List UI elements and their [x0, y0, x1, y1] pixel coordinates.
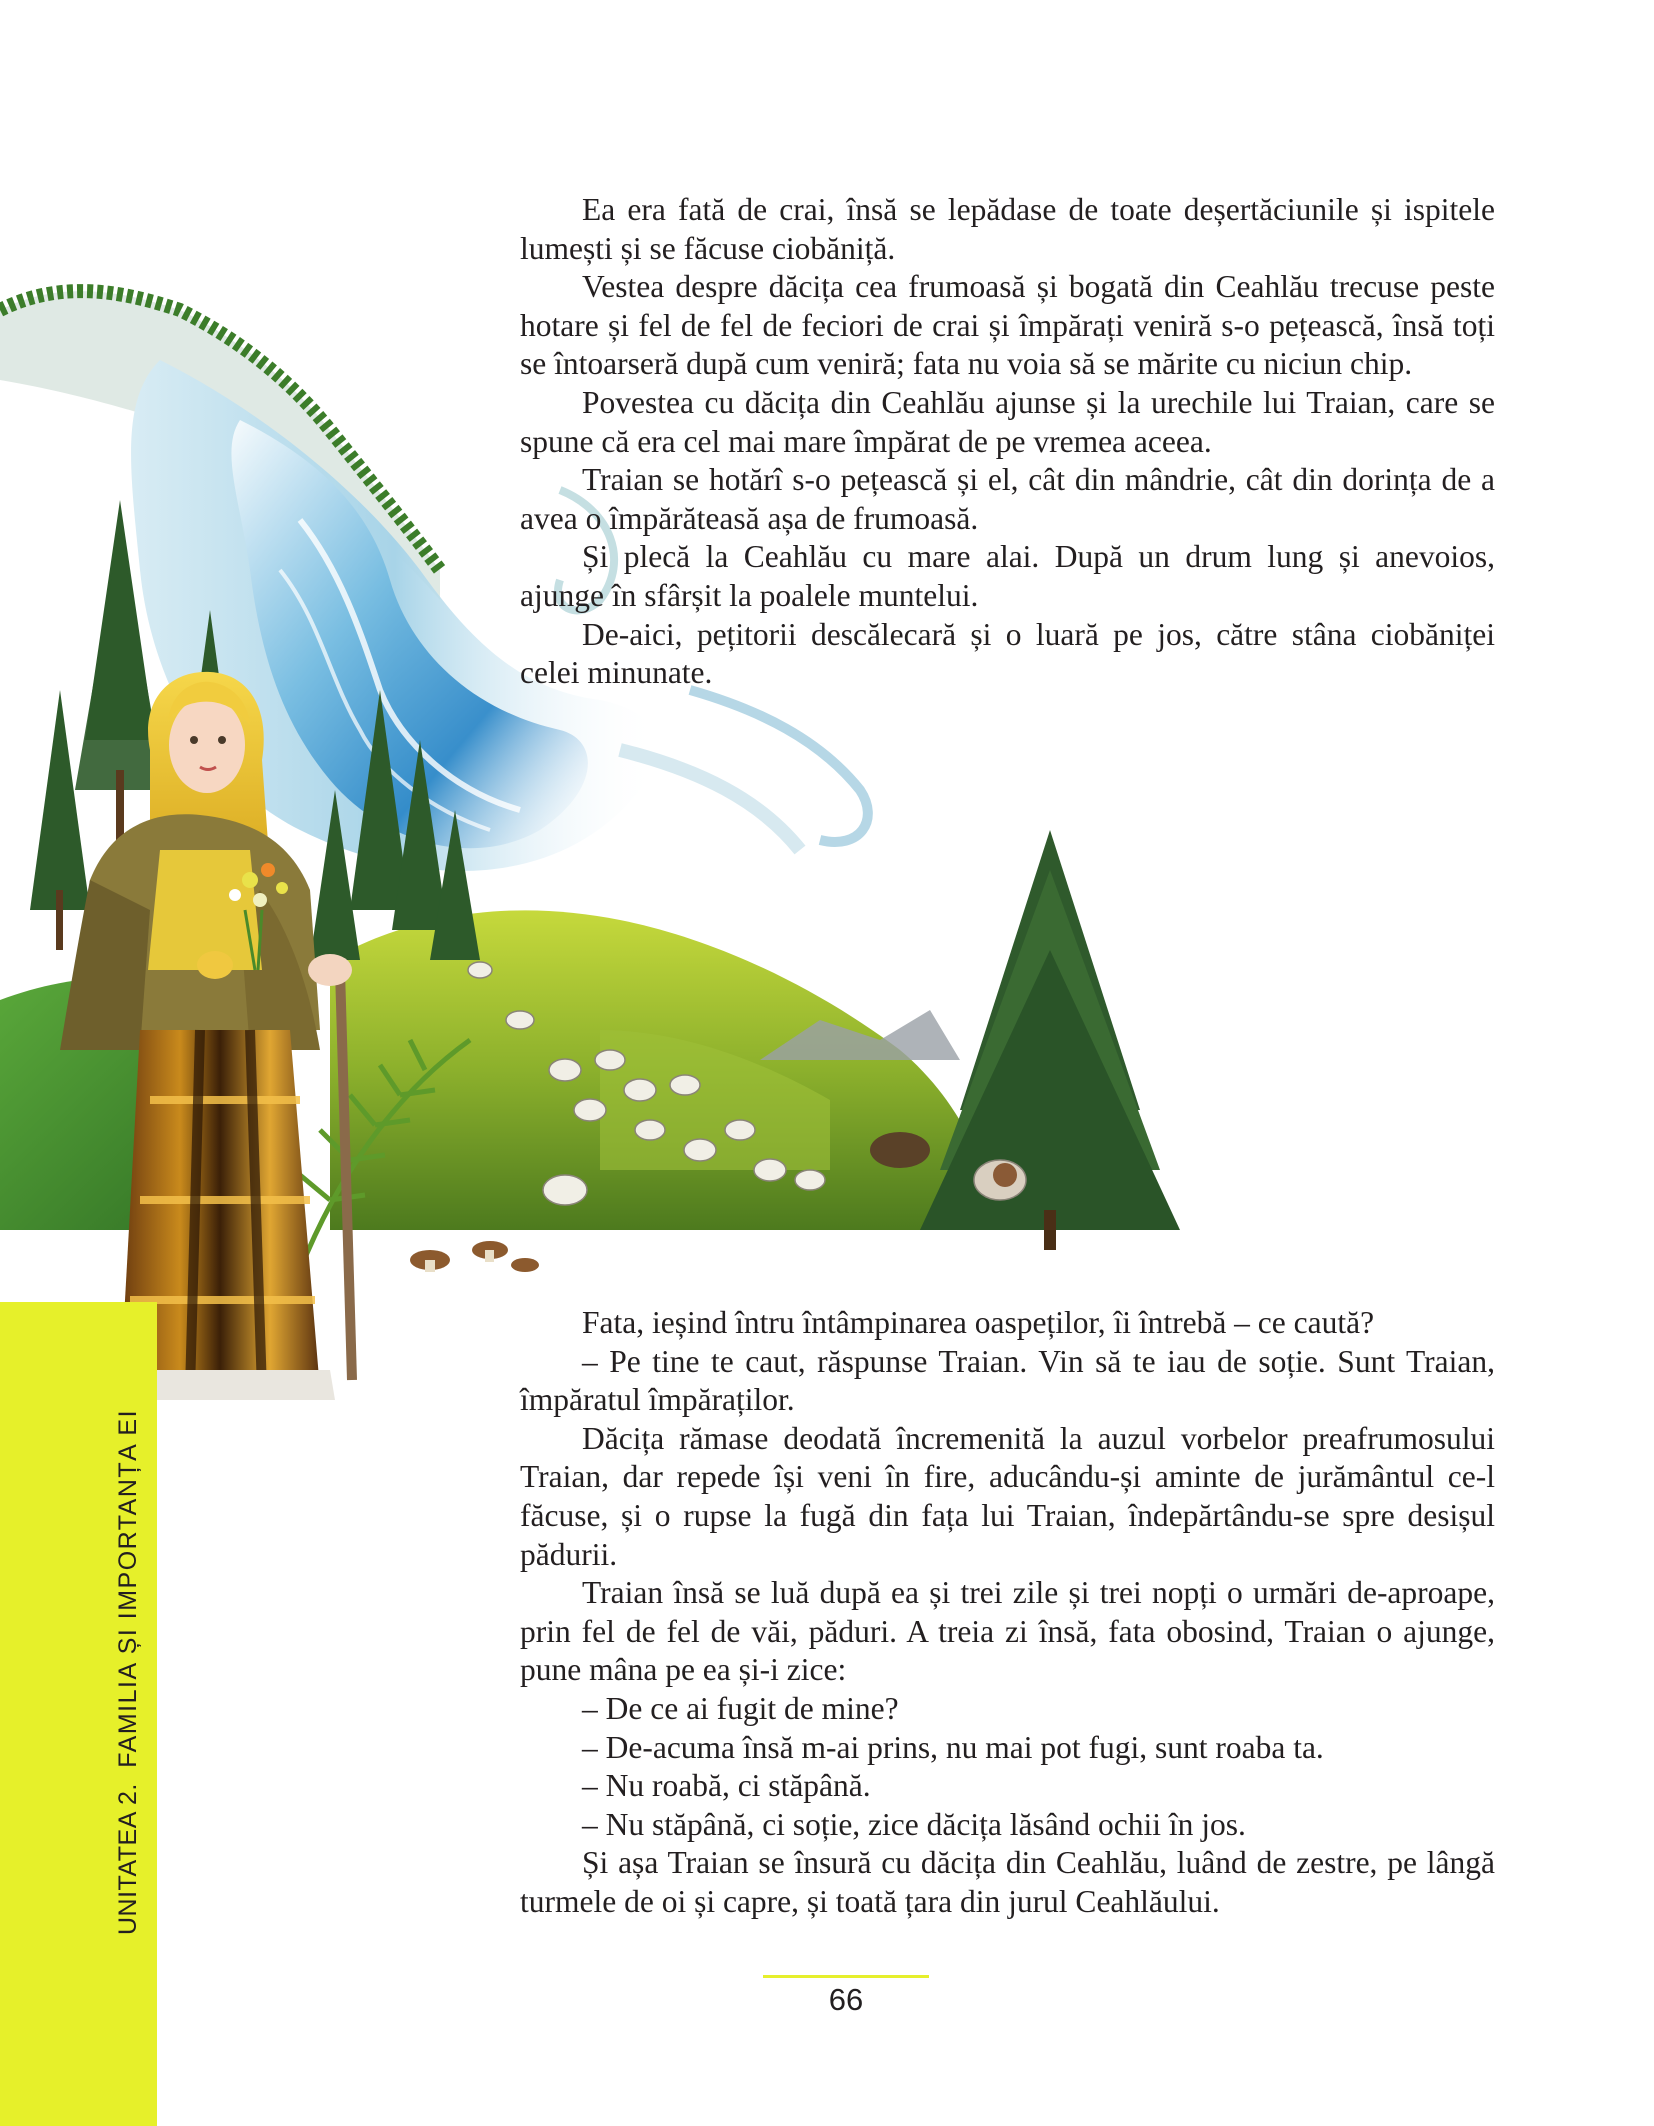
- paragraph: Traian se hotărî s-o pețească și el, cât din mândrie, cât din dorința de a avea o împărăteasă așa de frumoasă.: [520, 462, 1495, 536]
- dialogue-line: – Nu roabă, ci stăpână.: [582, 1768, 871, 1804]
- dialogue-line: – De ce ai fugit de mine?: [582, 1690, 899, 1726]
- story-text-top: [520, 191, 1495, 693]
- page-number: 66: [828, 1982, 864, 2017]
- paragraph: Și plecă la Ceahlău cu mare alai. După un drum lung și anevoios, ajunge în sfârșit la poalele muntelui.: [520, 539, 1495, 613]
- paragraph: Și așa Traian se însură cu dăcița din Ceahlău, luând de zestre, pe lângă turmele de oi și capre, și toată țara din jurul Ceahlăului.: [520, 1845, 1495, 1919]
- page-number-rule: [763, 1975, 929, 1978]
- dialogue-line: – De-acuma însă m-ai prins, nu mai pot fugi, sunt roaba ta.: [582, 1729, 1324, 1765]
- paragraph: Traian însă se luă după ea și trei zile și trei nopți o urmări de-aproape, prin fel de fel de văi, păduri. A treia zi însă, fata obosind, Traian o ajunge, pune mâna pe ea și-i zice:: [520, 1575, 1495, 1688]
- story-text-bottom: [520, 1304, 1495, 1922]
- paragraph: Dăcița rămase deodată încremenită la auzul vorbelor preafrumosului Traian, dar repede își veni în fire, aducându-și aminte de jurământul ce-l făcuse, și o rupse la fugă din fața lui Traian, îndepărtându-se spre desișul pădurii.: [520, 1420, 1495, 1572]
- paragraph: Vestea despre dăcița cea frumoasă și bogată din Ceahlău trecuse peste hotare și fel de fel de feciori de crai și împărați veniră s-o pețească, însă toți se întoarseră după cum veniră; fata nu voia să se mărite cu niciun chip.: [520, 269, 1495, 382]
- paragraph: Povestea cu dăcița din Ceahlău ajunse și la urechile lui Traian, care se spune că era cel mai mare împărat de pe vremea aceea.: [520, 384, 1495, 459]
- paragraph: Fata, ieșind întru întâmpinarea oaspeților, îi întrebă – ce caută?: [582, 1305, 1375, 1340]
- paragraph: Ea era fată de crai, însă se lepădase de toate deșertăciunile și ispitele lumești și se făcuse ciobăniță.: [520, 192, 1495, 266]
- unit-number: UNITATEA 2.: [114, 1783, 142, 1935]
- paragraph: De-aici, pețitorii descălecară și o luară pe jos, către stâna ciobăniței celei minunate.: [520, 616, 1495, 691]
- unit-title: FAMILIA ȘI IMPORTANȚA EI: [114, 1408, 142, 1768]
- dialogue-line: – Nu stăpână, ci soție, zice dăcița lăsând ochii în jos.: [582, 1806, 1246, 1842]
- unit-sidebar-label: [114, 1409, 143, 1935]
- paragraph: – Pe tine te caut, răspunse Traian. Vin să te iau de soție. Sunt Traian, împăratul împăraților.: [520, 1343, 1495, 1418]
